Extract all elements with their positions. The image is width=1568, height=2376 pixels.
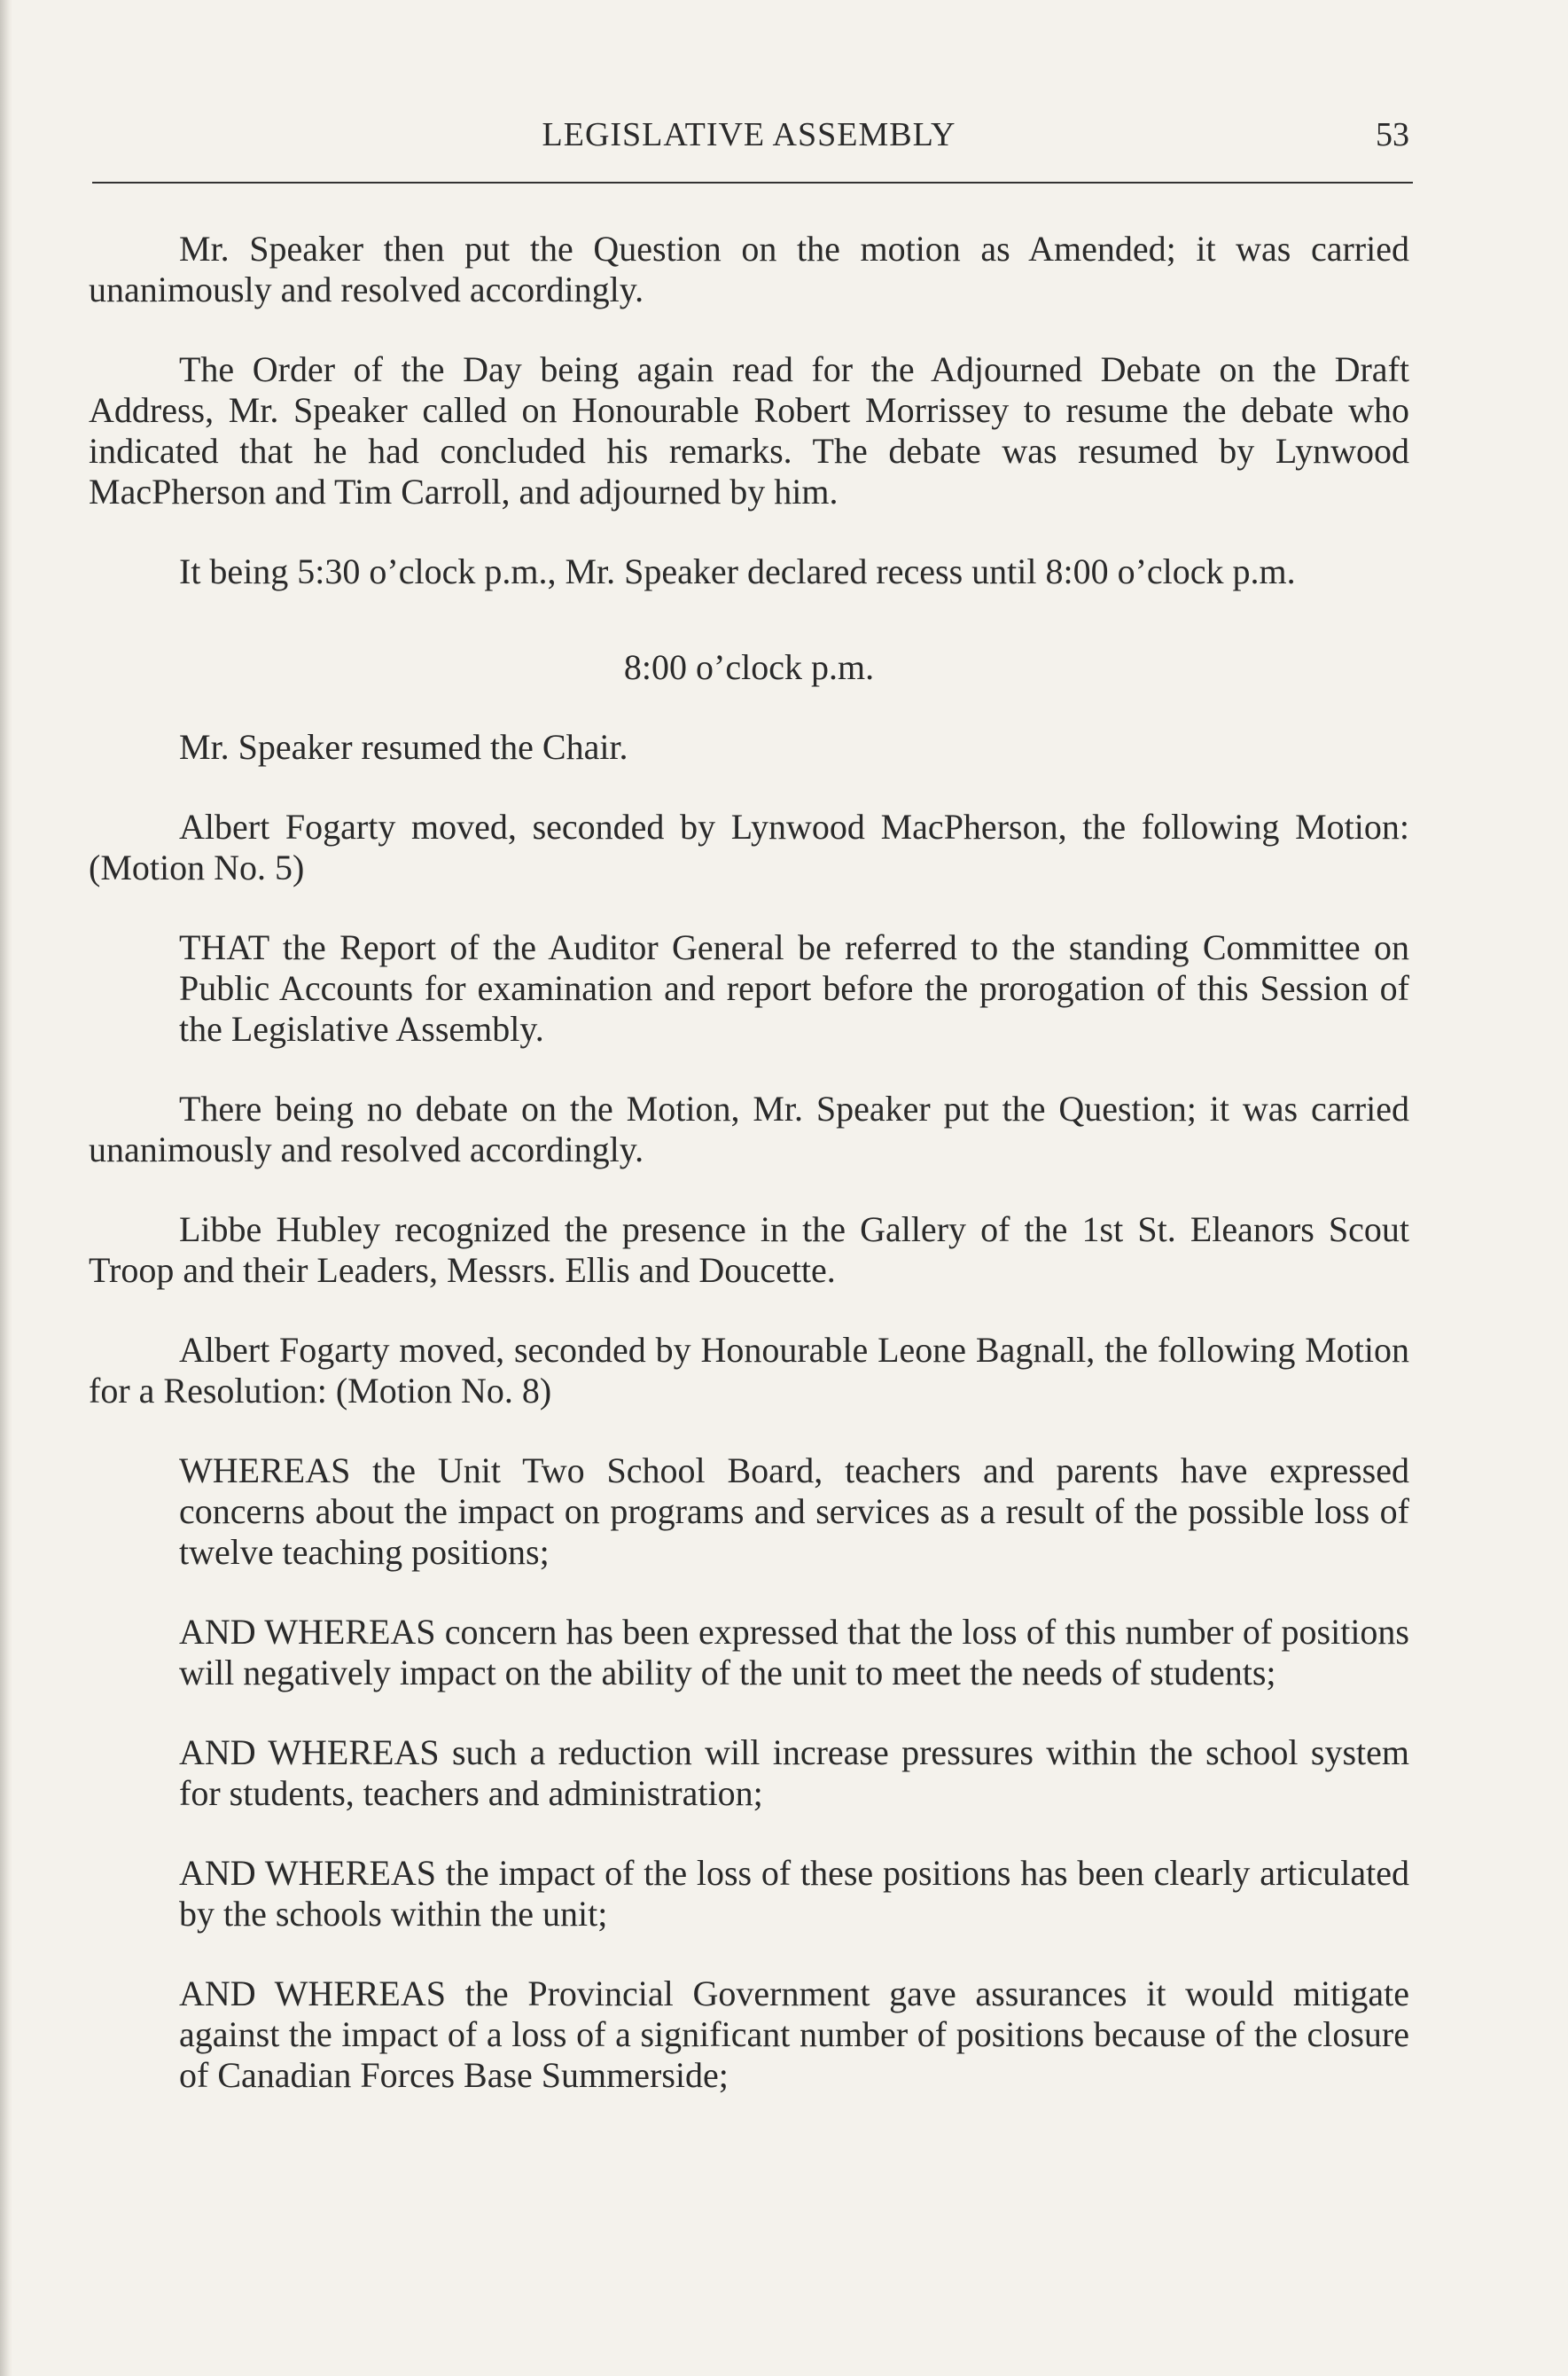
paragraph-recess: It being 5:30 o’clock p.m., Mr. Speaker declared recess until 8:00 o’clock p.m.	[179, 551, 1296, 591]
paragraph-adjourned-debate: The Order of the Day being again read for the Adjourned Debate on the Draft Address, Mr. Speaker called on Honourable Robert Morrissey to resume the debate who indicated that he had concluded his remarks. The debate was resumed by Lynwood MacPherson and Tim Carroll, and adjourned by him.	[89, 349, 1409, 512]
whereas-clause-2: AND WHEREAS concern has been expressed that the loss of this number of positions will negatively impact on the ability of the unit to meet the needs of students;	[179, 1612, 1409, 1692]
time-heading: 8:00 o’clock p.m.	[623, 647, 875, 687]
paragraph-motion-8: Albert Fogarty moved, seconded by Honourable Leone Bagnall, the following Motion for a Resolution: (Motion No. 8)	[89, 1330, 1409, 1411]
header-rule	[92, 182, 1413, 184]
paragraph-question-carried: Mr. Speaker then put the Question on the motion as Amended; it was carried unanimously and resolved accordingly.	[89, 229, 1409, 309]
paragraph-motion-5: Albert Fogarty moved, seconded by Lynwood MacPherson, the following Motion: (Motion No. 5)	[89, 807, 1409, 887]
paragraph-motion-5-carried: There being no debate on the Motion, Mr. Speaker put the Question; it was carried unanimously and resolved accordingly.	[89, 1089, 1409, 1169]
page-number: 53	[1376, 116, 1409, 153]
whereas-clause-3: AND WHEREAS such a reduction will increase pressures within the school system for students, teachers and administration;	[179, 1732, 1409, 1813]
whereas-clause-4: AND WHEREAS the impact of the loss of these positions has been clearly articulated by the schools within the unit;	[179, 1853, 1409, 1934]
whereas-clause-5: AND WHEREAS the Provincial Government gave assurances it would mitigate against the impact of a loss of a significant number of positions because of the closure of Canadian Forces Base Summerside;	[179, 1973, 1409, 2095]
running-title: LEGISLATIVE ASSEMBLY	[542, 116, 956, 153]
motion-5-text: THAT the Report of the Auditor General be referred to the standing Committee on Public Accounts for examination and report before the prorogation of this Session of the Legislative Assembly.	[179, 927, 1409, 1049]
document-body	[89, 229, 1409, 2135]
whereas-clause-1: WHEREAS the Unit Two School Board, teachers and parents have expressed concerns about the impact on programs and services as a result of the possible loss of twelve teaching positions;	[179, 1450, 1409, 1572]
paragraph-resumed-chair: Mr. Speaker resumed the Chair.	[179, 727, 628, 767]
page-edge-shadow	[0, 0, 12, 2376]
page-header	[89, 115, 1409, 160]
paragraph-gallery-recognition: Libbe Hubley recognized the presence in the Gallery of the 1st St. Eleanors Scout Troop and their Leaders, Messrs. Ellis and Doucette.	[89, 1209, 1409, 1290]
